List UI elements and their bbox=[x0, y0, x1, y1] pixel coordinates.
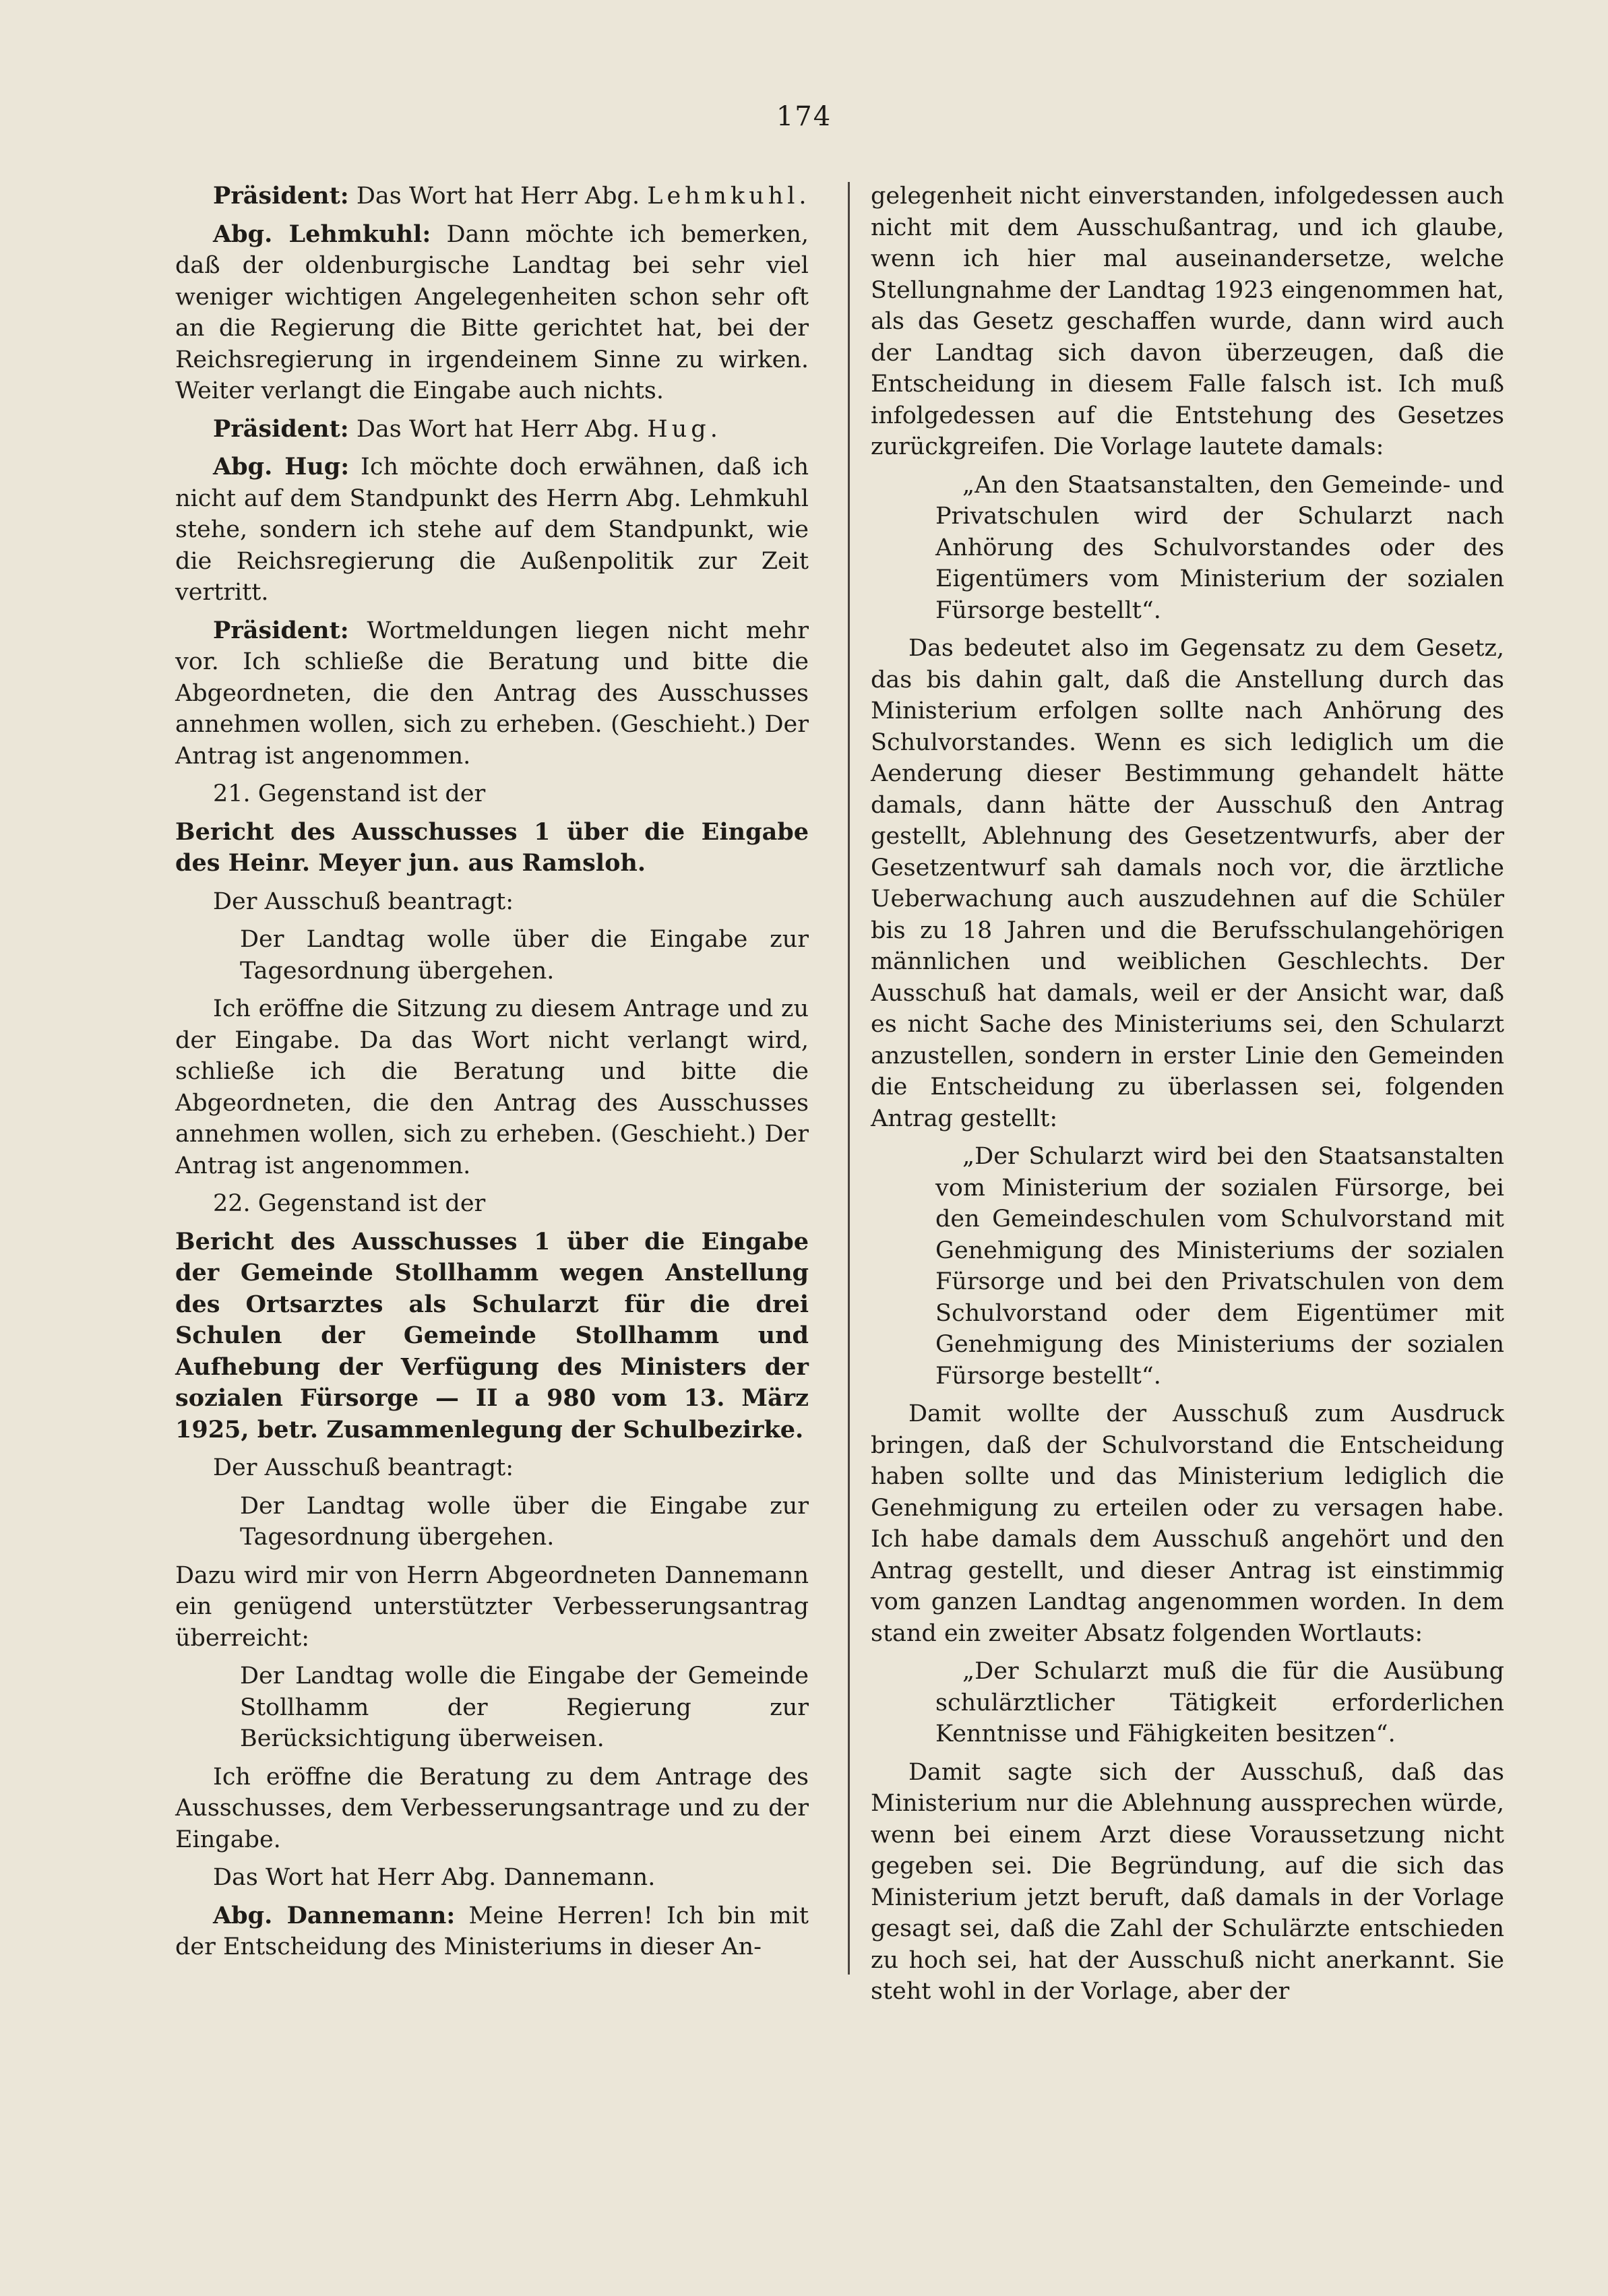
speech-paragraph bbox=[175, 219, 809, 407]
speech-paragraph bbox=[175, 181, 809, 212]
paragraph bbox=[871, 633, 1504, 1134]
paragraph bbox=[175, 778, 809, 810]
speaker-label: Abg. Lehmkuhl: bbox=[213, 220, 431, 248]
quoted-text: „Der Schularzt wird bei den Staatsanstalten vom Ministerium der sozialen Fürsorge, bei den Gemeindeschulen vom Schulvorstand mit Genehmigung des Ministeriums der sozialen Fürsorge und bei den Privatschulen von dem Schulvorstand oder dem Eigentümer mit Genehmigung des Ministeriums der sozialen Fürsorge bestellt“. bbox=[935, 1143, 1504, 1390]
paragraph-text: Dann möchte ich bemerken, daß der oldenburgische Landtag bei sehr viel weniger wichtigen Angelegenheiten schon sehr oft an die Regierung die Bitte gerichtet hat, bei der Reichsregierung in irgendeinem Sinne zu wirken. Weiter verlangt die Eingabe auch nichts. bbox=[175, 220, 809, 404]
speech-paragraph bbox=[175, 414, 809, 445]
paragraph-text: Damit sagte sich der Ausschuß, daß das Ministerium nur die Ablehnung aussprechen würde, wenn bei einem Arzt diese Voraussetzung nicht gegeben sei. Die Begründung, auf die sich das Ministerium jetzt beruft, daß damals in der Vorlage gesagt sei, daß die Zahl der Schulärzte entschieden zu hoch sei, hat der Ausschuß nicht anerkannt. Sie steht wohl in der Vorlage, aber der bbox=[871, 1758, 1504, 2005]
speaker-label: Präsident: bbox=[213, 616, 349, 644]
paragraph-text: gelegenheit nicht einverstanden, infolgedessen auch nicht mit dem Ausschußantrag, und ich glaube, wenn ich hier mal auseinandersetze, welche Stellungnahme der Landtag 1923 eingenommen hat, als das Gesetz geschaffen wurde, dann wird auch der Landtag sich davon überzeugen, daß die Entscheidung in diesem Falle falsch ist. Ich muß infolgedessen auf die Entstehung des Gesetzes zurückgreifen. Die Vorlage lautete damals: bbox=[871, 183, 1504, 460]
page-number: 174 bbox=[776, 101, 832, 132]
paragraph bbox=[871, 181, 1504, 463]
speaker-name: Hug bbox=[647, 415, 710, 443]
motion-text: Der Landtag wolle über die Eingabe zur Tagesordnung übergehen. bbox=[240, 1492, 809, 1551]
paragraph-text: 22. Gegenstand ist der bbox=[213, 1190, 486, 1217]
punctuation: . bbox=[799, 183, 807, 210]
paragraph-text: Der Ausschuß beantragt: bbox=[213, 1454, 514, 1481]
paragraph-text: Ich möchte doch erwähnen, daß ich nicht auf dem Standpunkt des Herrn Abg. Lehmkuhl stehe, sondern ich stehe auf dem Standpunkt, wie die Reichsregierung die Außenpolitik zur Zeit vertritt. bbox=[175, 454, 809, 606]
paragraph-text: Damit wollte der Ausschuß zum Ausdruck bringen, daß der Schulvorstand die Entscheidung haben sollte und das Ministerium lediglich die Genehmigung zu erteilen oder zu versagen habe. Ich habe damals dem Ausschuß angehört und den Antrag gestellt, und dieser Antrag ist einstimmig vom ganzen Landtag angenommen worden. In dem stand ein zweiter Absatz folgenden Wortlauts: bbox=[871, 1400, 1504, 1647]
paragraph bbox=[175, 1862, 809, 1894]
paragraph-text: Das Wort hat Herr Abg. bbox=[348, 415, 648, 443]
paragraph-text: Das Wort hat Herr Abg. Dannemann. bbox=[213, 1864, 656, 1891]
paragraph-text: Meine Herren! Ich bin mit der Entscheidung des Ministeriums in dieser An- bbox=[175, 1902, 809, 1960]
speaker-label: Präsident: bbox=[213, 414, 349, 443]
paragraph bbox=[175, 1452, 809, 1484]
speech-paragraph bbox=[175, 615, 809, 772]
paragraph bbox=[175, 993, 809, 1181]
paragraph-text: Ich eröffne die Sitzung zu diesem Antrage und zu der Eingabe. Da das Wort nicht verlangt wird, schließe ich die Beratung und bitte die Abgeordneten, die den Antrag des Ausschusses annehmen wollen, sich zu erheben. (Geschieht.) Der Antrag ist angenommen. bbox=[175, 995, 809, 1179]
paragraph-text: 21. Gegenstand ist der bbox=[213, 780, 486, 807]
paragraph bbox=[175, 1762, 809, 1856]
paragraph-text: Der Ausschuß beantragt: bbox=[213, 888, 514, 915]
section-heading: Bericht des Ausschusses 1 über die Eingabe der Gemeinde Stollhamm wegen Anstellung des Ortsarztes als Schularzt für die drei Schulen der Gemeinde Stollhamm und Aufhebung der Verfügung des Ministers der sozialen Fürsorge — II a 980 vom 13. März 1925, betr. Zusammenlegung der Schulbezirke. bbox=[175, 1227, 809, 1444]
punctuation: . bbox=[710, 415, 718, 443]
paragraph bbox=[175, 1560, 809, 1654]
paragraph bbox=[175, 1188, 809, 1220]
quoted-text: „An den Staatsanstalten, den Gemeinde- und Privatschulen wird der Schularzt nach Anhörung des Schulvorstandes oder des Eigentümers vom Ministerium der sozialen Fürsorge bestellt“. bbox=[935, 471, 1504, 624]
quoted-text: „Der Schularzt muß die für die Ausübung schulärztlicher Tätigkeit erforderlichen Kenntnisse und Fähigkeiten besitzen“. bbox=[935, 1658, 1504, 1747]
paragraph-text: Das Wort hat Herr Abg. bbox=[348, 183, 648, 210]
section-heading: Bericht des Ausschusses 1 über die Eingabe des Heinr. Meyer jun. aus Ramsloh. bbox=[175, 817, 809, 877]
speech-paragraph bbox=[175, 1900, 809, 1963]
paragraph-text: Ich eröffne die Beratung zu dem Antrage des Ausschusses, dem Verbesserungsantrage und zu der Eingabe. bbox=[175, 1763, 809, 1853]
paragraph-text: Das bedeutet also im Gegensatz zu dem Gesetz, das bis dahin galt, daß die Anstellung durch das Ministerium erfolgen sollte nach Anhörung des Schulvorstandes. Wenn es sich lediglich um die Aenderung dieser Bestimmung gehandelt hätte damals, dann hätte der Ausschuß den Antrag gestellt, Ablehnung des Gesetzentwurfs, aber der Gesetzentwurf sah damals noch vor, die ärztliche Ueberwachung auch auszudehnen auf die Schüler bis zu 18 Jahren und die Berufsschulangehörigen männlichen und weiblichen Geschlechts. Der Ausschuß hat damals, weil er der Ansicht war, daß es nicht Sache des Ministeriums sei, den Schularzt anzustellen, sondern in erster Linie den Gemeinden die Entscheidung zu überlassen sei, folgenden Antrag gestellt: bbox=[871, 635, 1504, 1132]
speaker-label: Präsident: bbox=[213, 182, 349, 210]
motion-text: Der Landtag wolle über die Eingabe zur Tagesordnung übergehen. bbox=[240, 926, 809, 985]
speaker-label: Abg. Dannemann: bbox=[213, 1901, 456, 1929]
paragraph-text: Dazu wird mir von Herrn Abgeordneten Dannemann ein genügend unterstützter Verbesserungsantrag überreicht: bbox=[175, 1561, 809, 1652]
speaker-name: Lehmkuhl bbox=[647, 183, 799, 210]
speaker-label: Abg. Hug: bbox=[213, 453, 350, 480]
paragraph bbox=[871, 1398, 1504, 1649]
motion-text: Der Landtag wolle die Eingabe der Gemeinde Stollhamm der Regierung zur Berücksichtigung überweisen. bbox=[240, 1663, 809, 1752]
left-column bbox=[175, 181, 809, 1970]
paragraph bbox=[175, 886, 809, 918]
paragraph-text: Wortmeldungen liegen nicht mehr vor. Ich schließe die Beratung und bitte die Abgeordneten, die den Antrag des Ausschusses annehmen wollen, sich zu erheben. (Geschieht.) Der Antrag ist angenommen. bbox=[175, 617, 809, 770]
speech-paragraph bbox=[175, 452, 809, 609]
paragraph bbox=[871, 1757, 1504, 2008]
column-divider bbox=[848, 182, 850, 1975]
right-column bbox=[871, 181, 1504, 2014]
